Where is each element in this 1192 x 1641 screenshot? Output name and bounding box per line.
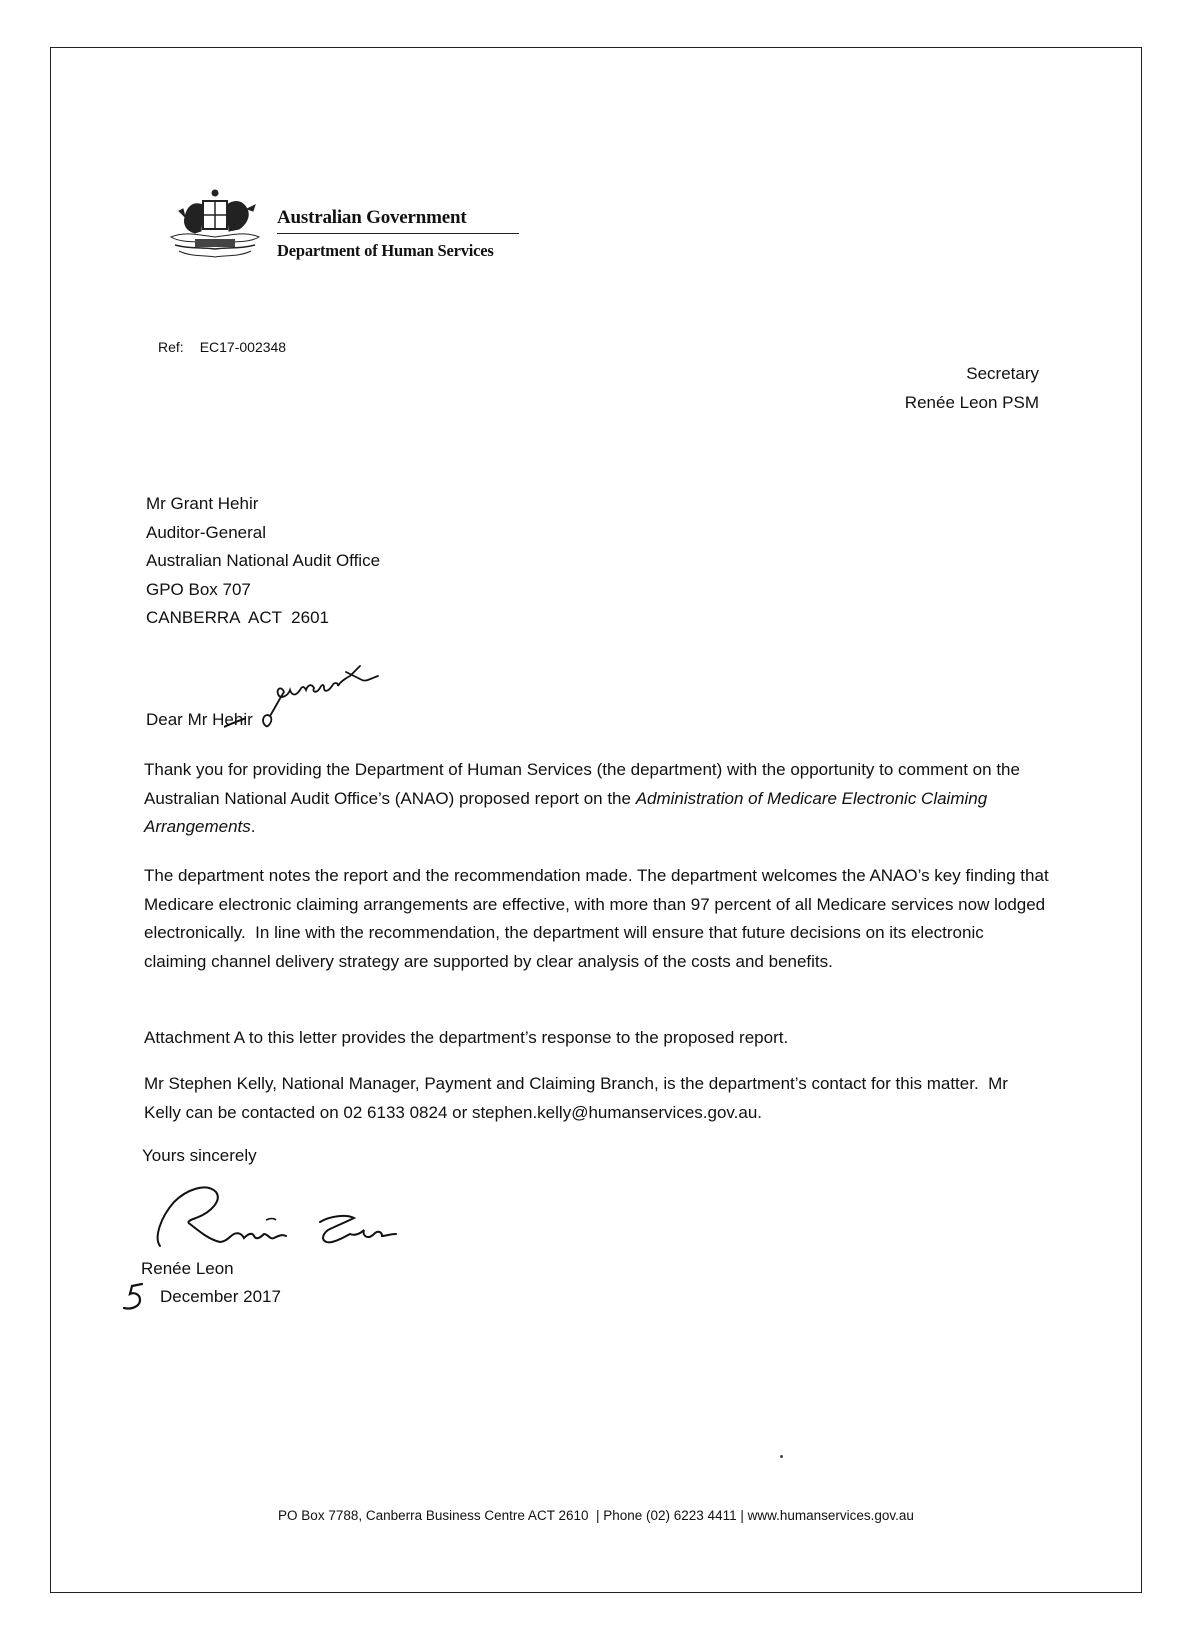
handwritten-grant-signature bbox=[262, 662, 382, 732]
address-line: Auditor-General bbox=[146, 522, 267, 542]
salutation-prefix: Dear Mr bbox=[146, 710, 213, 729]
address-line: Mr Grant Hehir bbox=[146, 494, 259, 513]
letterhead-rule bbox=[277, 233, 519, 234]
address-line: CANBERRA ACT 2601 bbox=[146, 608, 329, 627]
coat-of-arms-icon bbox=[165, 187, 265, 265]
salutation-name-rest: hir bbox=[233, 710, 253, 729]
sender-name: Renée Leon PSM bbox=[904, 393, 1039, 412]
recipient-address bbox=[146, 490, 380, 633]
address-line: Australian National Audit Office bbox=[146, 551, 381, 570]
footer-contact: PO Box 7788, Canberra Business Centre ACT 2610 | Phone (02) 6223 4411 | www.humanservices.gov.au bbox=[278, 1508, 914, 1523]
valediction: Yours sincerely bbox=[142, 1146, 257, 1165]
sender-title: Secretary bbox=[966, 364, 1039, 383]
reference-line bbox=[158, 339, 286, 355]
reference-label: Ref: bbox=[158, 339, 184, 355]
body-paragraph-3: Attachment A to this letter provides the department’s response to the proposed report. bbox=[144, 1028, 789, 1047]
signer-name: Renée Leon bbox=[141, 1259, 234, 1278]
paragraph-text: Thank you for providing the Department of Human Services (the department) with the opportunity to comment on the Australian National Audit Office’s (ANAO) proposed report on the bbox=[144, 760, 1020, 808]
sender-block bbox=[905, 359, 1039, 417]
handwritten-date-day bbox=[122, 1280, 146, 1312]
handwritten-signature bbox=[150, 1178, 400, 1258]
report-title: Administration of Medicare Electronic Claiming Arrangements bbox=[144, 788, 988, 836]
body-paragraph-2: The department notes the report and the recommendation made. The department welcomes the ANAO’s key finding that Medicare electronic claiming arrangements are effective, with more than 97 percent of all Medicare services now lodged electronically. In line with the recommendation, the department will ensure that future decisions on its electronic claiming channel delivery strategy are supported by clear analysis of the costs and benefits. bbox=[144, 866, 1054, 971]
struck-name-text: He bbox=[212, 710, 234, 729]
struck-name bbox=[212, 710, 234, 729]
body-paragraph-1 bbox=[144, 756, 1049, 842]
salutation bbox=[146, 710, 253, 730]
reference-value: EC17-002348 bbox=[199, 339, 287, 355]
scan-speck bbox=[780, 1455, 783, 1458]
department-name: Department of Human Services bbox=[277, 241, 494, 260]
body-paragraph-4: Mr Stephen Kelly, National Manager, Payment and Claiming Branch, is the department’s contact for this matter. Mr Kelly can be contacted on 02 6133 0824 or stephen.kelly@humanservices.gov.au. bbox=[144, 1074, 1013, 1122]
letter-date: December 2017 bbox=[160, 1287, 281, 1306]
paragraph-end: . bbox=[250, 817, 256, 836]
address-line: GPO Box 707 bbox=[146, 579, 251, 599]
government-name: Australian Government bbox=[277, 207, 467, 228]
